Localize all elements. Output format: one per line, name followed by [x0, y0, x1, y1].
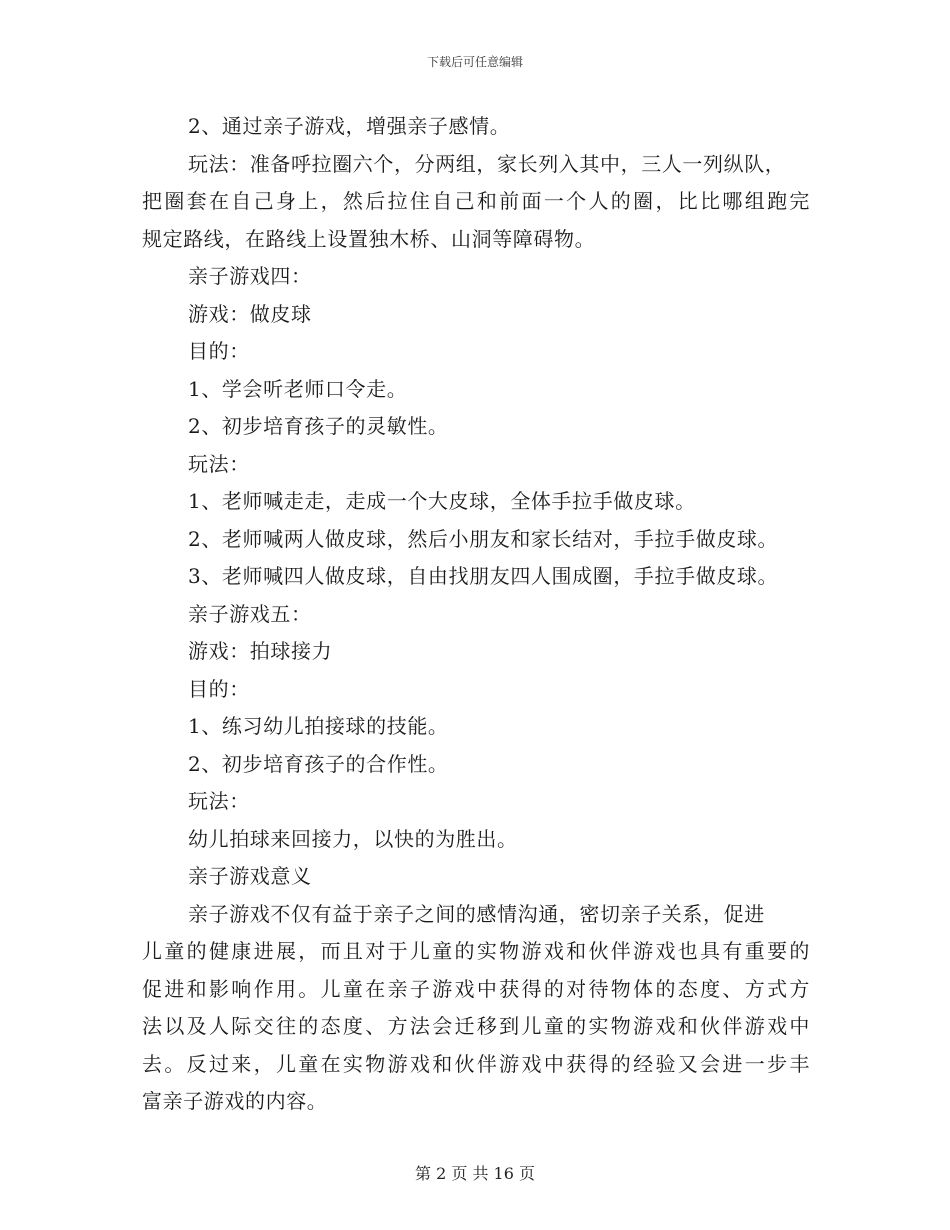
- game-title: 游戏：做皮球: [188, 301, 312, 326]
- section-heading: 亲子游戏意义: [188, 864, 312, 888]
- text-line: 规定路线，在路线上设置独木桥、山洞等障碍物。: [142, 226, 596, 251]
- list-item: 1、学会听老师口令走。: [188, 376, 408, 401]
- document-body: [142, 108, 810, 1121]
- text-line: 儿童的健康进展，而且对于儿童的实物游戏和伙伴游戏也具有重要的: [142, 939, 810, 963]
- page-number: 第 2 页 共 16 页: [415, 1164, 535, 1183]
- section-heading: 亲子游戏五：: [188, 601, 312, 626]
- list-item: 2、老师喊两人做皮球，然后小朋友和家长结对，手拉手做皮球。: [188, 526, 779, 551]
- list-item: 3、老师喊四人做皮球，自由找朋友四人围成圈，手拉手做皮球。: [188, 564, 779, 588]
- text-line: 把圈套在自己身上，然后拉住自己和前面一个人的圈，比比哪组跑完: [142, 189, 810, 213]
- text-line: 促进和影响作用。儿童在亲子游戏中获得的对待物体的态度、方式方: [142, 976, 810, 1001]
- section-heading: 亲子游戏四：: [188, 264, 312, 288]
- game-title: 游戏：拍球接力: [188, 639, 333, 663]
- text-line: 玩法：准备呼拉圈六个，分两组，家长列入其中，三人一列纵队，: [188, 151, 786, 176]
- list-item: 2、初步培育孩子的灵敏性。: [188, 414, 449, 438]
- purpose-label: 目的：: [188, 676, 250, 701]
- text-line: 2、通过亲子游戏，增强亲子感情。: [188, 114, 511, 138]
- method-label: 玩法：: [188, 451, 250, 476]
- text-line: 去。反过来，儿童在实物游戏和伙伴游戏中获得的经验又会进一步丰: [142, 1051, 810, 1076]
- text-line: 富亲子游戏的内容。: [142, 1089, 328, 1113]
- text-line: 幼儿拍球来回接力，以快的为胜出。: [188, 826, 518, 851]
- list-item: 2、初步培育孩子的合作性。: [188, 751, 449, 776]
- text-line: 法以及人际交往的态度、方法会迁移到儿童的实物游戏和伙伴游戏中: [142, 1014, 810, 1038]
- list-item: 1、老师喊走走，走成一个大皮球，全体手拉手做皮球。: [188, 489, 696, 513]
- page-header: 下载后可任意编辑: [426, 55, 523, 69]
- purpose-label: 目的：: [188, 339, 250, 363]
- method-label: 玩法：: [188, 789, 250, 813]
- list-item: 1、练习幼儿拍接球的技能。: [188, 714, 449, 738]
- text-line: 亲子游戏不仅有益于亲子之间的感情沟通，密切亲子关系，促进: [188, 901, 765, 926]
